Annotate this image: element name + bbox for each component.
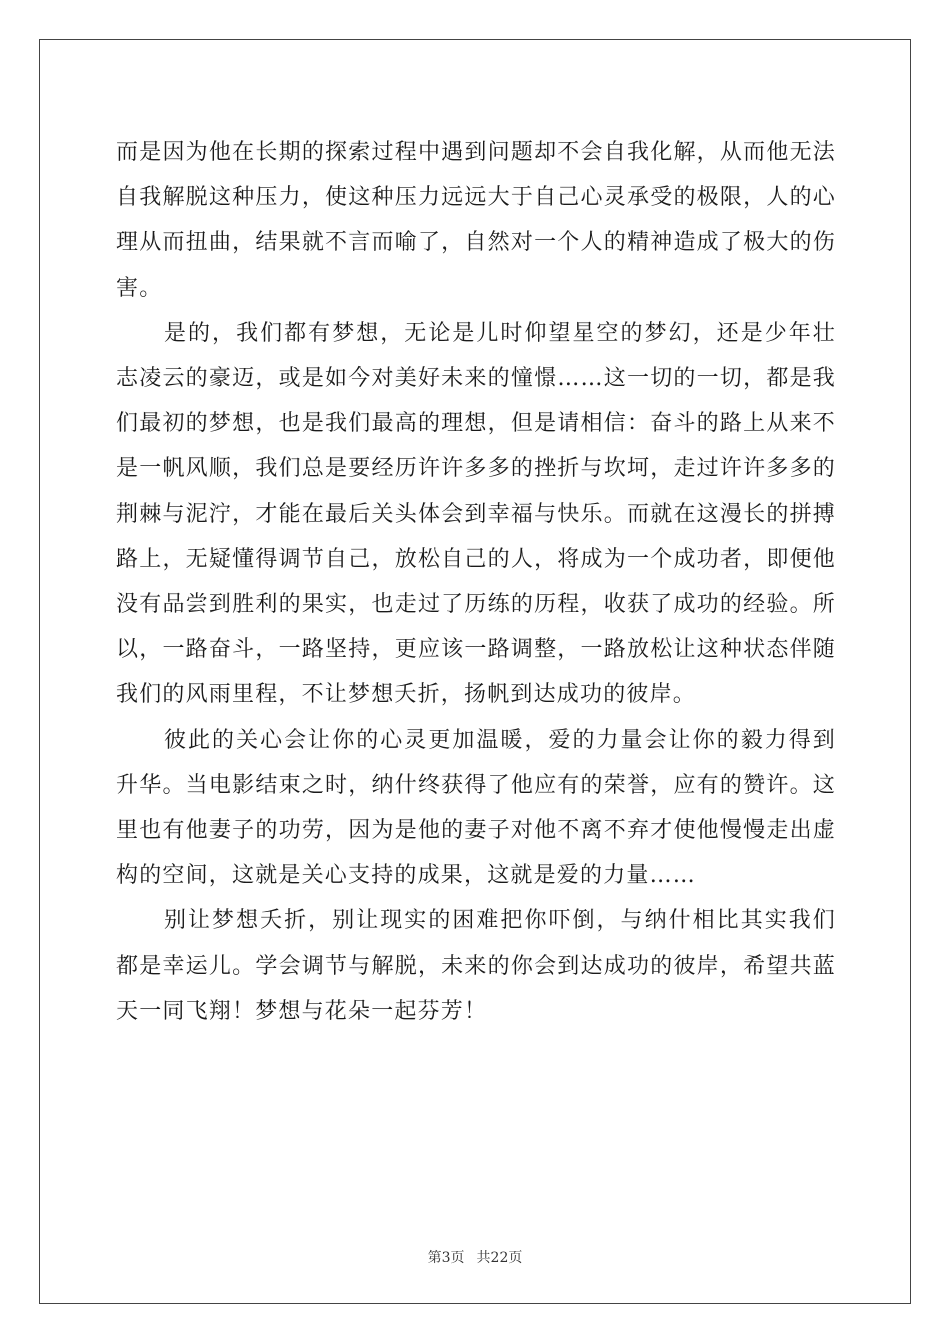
paragraph-4: 别让梦想夭折，别让现实的困难把你吓倒，与纳什相比其实我们都是幸运儿。学会调节与解脱，未来的你会到达成功的彼岸，希望共蓝天一同飞翔！梦想与花朵一起芬芳！ xyxy=(116,908,836,1024)
page-number: 第3页 xyxy=(427,1250,465,1266)
paragraph-1: 而是因为他在长期的探索过程中遇到问题却不会自我化解，从而他无法自我解脱这种压力，使这种压力远远大于自己心灵承受的极限，人的心理从而扭曲，结果就不言而喻了，自然对一个人的精神造成了极大的伤害。 xyxy=(116,140,836,301)
paragraph-3: 彼此的关心会让你的心灵更加温暖，爱的力量会让你的毅力得到升华。当电影结束之时，纳什终获得了他应有的荣誉，应有的赞许。这里也有他妻子的功劳，因为是他的妻子对他不离不弃才使他慢慢走出虚构的空间，这就是关心支持的成果，这就是爱的力量…… xyxy=(116,727,836,889)
page-footer xyxy=(0,1247,950,1267)
paragraph-2: 是的，我们都有梦想，无论是儿时仰望星空的梦幻，还是少年壮志凌云的豪迈，或是如今对美好未来的憧憬……这一切的一切，都是我们最初的梦想，也是我们最高的理想，但是请相信：奋斗的路上从来不是一帆风顺，我们总是要经历许许多多的挫折与坎坷，走过许许多多的荆棘与泥泞，才能在最后关头体会到幸福与快乐。而就在这漫长的拼搏路上，无疑懂得调节自己，放松自己的人，将成为一个成功者，即便他没有品尝到胜利的果实，也走过了历练的历程，收获了成功的经验。所以，一路奋斗，一路坚持，更应该一路调整，一路放松让这种状态伴随我们的风雨里程，不让梦想夭折，扬帆到达成功的彼岸。 xyxy=(116,320,836,708)
page-total: 共22页 xyxy=(476,1250,523,1266)
document-body xyxy=(116,130,836,1034)
